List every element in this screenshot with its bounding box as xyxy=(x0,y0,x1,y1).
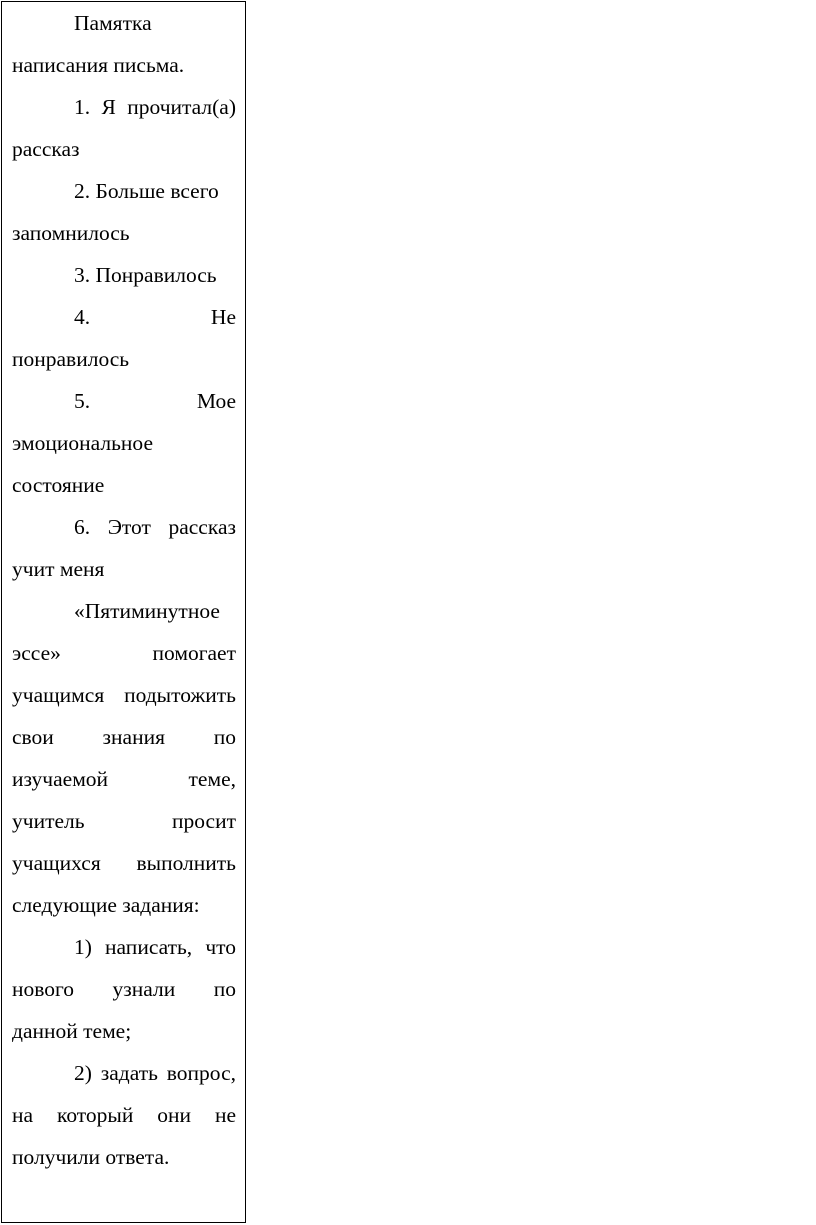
essay-intro: «Пятиминутное эссе» помогает учащимся подытожить свои знания по изучаемой теме, учитель просит учащихся выполнить следующие задания: xyxy=(12,599,236,917)
memo-step-6: 6. Этот рассказ учит меня xyxy=(12,515,236,581)
memo-step-1: 1. Я прочитал(а) рассказ xyxy=(12,95,236,161)
memo-step-5: 5. Мое эмоциональное состояние xyxy=(12,389,236,497)
essay-task-2: 2) задать вопрос, на который они не получили ответа. xyxy=(12,1061,236,1169)
memo-title: Памятка написания письма. xyxy=(12,11,185,77)
memo-step-3: 3. Понравилось xyxy=(74,263,217,287)
essay-task-1: 1) написать, что нового узнали по данной теме; xyxy=(12,935,236,1043)
text-cell xyxy=(1,1,246,1223)
memo-step-4: 4. Не понравилось xyxy=(12,305,236,371)
memo-step-2: 2. Больше всего запомнилось xyxy=(12,179,219,245)
